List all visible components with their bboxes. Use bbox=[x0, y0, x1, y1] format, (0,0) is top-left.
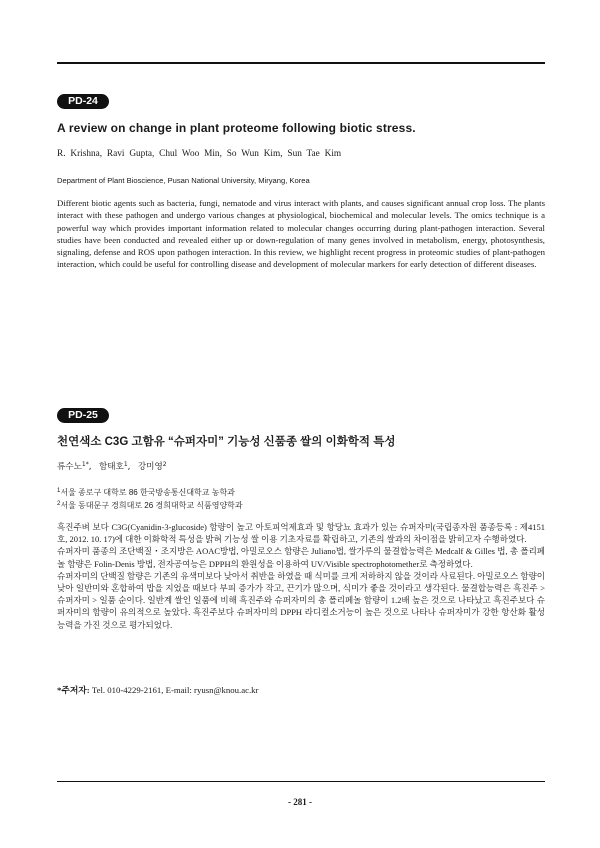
author-sup: 1* bbox=[81, 461, 89, 468]
pd25-affiliation-1 bbox=[57, 487, 547, 498]
author-sup: 2 bbox=[162, 461, 167, 468]
pd24-affiliation: Department of Plant Bioscience, Pusan National University, Miryang, Korea bbox=[57, 176, 310, 185]
abstract-paragraph: 흑진주벼 보다 C3G(Cyanidin-3-glucoside) 함량이 높고 아토피억제효과 및 항당뇨 효과가 있는 슈퍼자미(국립종자원 품종등록 : 제4151호, 2012. 10. 17)에 대한 이화학적 특성을 밝혀 기능성 쌀 이용 기초자료를 확립하고, 기존의 쌀과의 차이점을 밝히고자 수행하였다. bbox=[57, 522, 545, 545]
pd24-abstract: Different biotic agents such as bacteria, fungi, nematode and virus interact with plants, and causes significant annual crop loss. The plants interact with these pathogen and undergo various changes at physiological, biochemical and molecular levels. The omics technique is a powerful way which provides important information related to molecular changes occurring during plant-pathogen interaction. Several studies have been conducted and revealed either up or down-regulation of many genes involved in metabolism, energy, photosynthesis, signaling, defense and ROS upon pathogen interaction. In this review, we highlight recent progress in proteomic studies of plant-pathogen interaction, which could be useful for controlling disease and development of molecular markers for early detection of different diseases. bbox=[57, 198, 545, 270]
author-name: 함태호 bbox=[98, 462, 124, 472]
affil-sup: 2 bbox=[57, 501, 61, 507]
pd24-title: A review on change in plant proteome following biotic stress. bbox=[57, 121, 416, 135]
pd25-corresponding bbox=[57, 683, 547, 696]
pd25-title: 천연색소 C3G 고함유 “슈퍼자미” 기능성 신품종 쌀의 이화학적 특성 bbox=[57, 436, 396, 448]
bottom-rule bbox=[57, 781, 545, 782]
pd25-badge: PD-25 bbox=[57, 408, 109, 423]
author-name: 강미영 bbox=[137, 462, 163, 472]
affil-text: 서울 종로구 대학로 86 한국방송통신대학교 농학과 bbox=[60, 488, 235, 497]
abstract-paragraph: 슈퍼자미의 단백질 함량은 기존의 유색미보다 낮아서 취반을 하였을 때 식미를 크게 저하하지 않을 것이라 사료된다. 아밀로오스 함량이 낮아 일반미와 혼합하여 밥을 지었을 때보다 부피 증가가 작고, 끈기가 많으며, 식미가 좋을 것이라고 생각된다. 물결합능력은 흑진주 > 슈퍼자미 > 일품 순이다. 일반계 쌀인 일품에 비해 흑진주와 슈퍼자미의 총 폴리페놀 함량이 1.2배 높은 것으로 나타났고 흑진주보다 슈퍼자미의 함량이 유의적으로 높았다. 흑진주보다 슈퍼자미의 DPPH 라디컬소거능이 높은 것으로 나타나 슈퍼자미가 강한 항산화 활성 능력을 가진 것으로 평가되었다. bbox=[57, 570, 545, 630]
top-rule bbox=[57, 62, 545, 64]
abstract-paragraph: 슈퍼자미 품종의 조단백질・조지방은 AOAC방법, 아밀로오스 함량은 Juliano법, 쌀가루의 물결합능력은 Medcalf & Gilles 법, 총 폴리페놀 함량은 Folin-Denis 방법, 전자공여능은 DPPH의 환원성을 이용하여 UV/Visible spectrophotomether로 측정하였다. bbox=[57, 546, 545, 569]
affil-sup: 1 bbox=[57, 488, 61, 494]
affil-text: 서울 동대문구 경희대로 26 경희대학교 식품영양학과 bbox=[60, 501, 243, 510]
pd25-affiliation-2 bbox=[57, 500, 547, 511]
pd25-abstract bbox=[57, 521, 545, 631]
author-name: 류수노 bbox=[57, 462, 82, 472]
corresponding-label: *주저자: bbox=[57, 685, 90, 695]
pd24-authors: R. Krishna, Ravi Gupta, Chul Woo Min, So Wun Kim, Sun Tae Kim bbox=[57, 149, 342, 159]
corresponding-contact: Tel. 010-4229-2161, E-mail: ryusn@knou.ac.kr bbox=[91, 685, 259, 695]
pd25-authors: 류수노$^{1*}$, 함태호$^1$, 강미영$^2$ bbox=[57, 461, 167, 472]
page-number: - 281 - bbox=[288, 797, 312, 807]
author-sup: 1 bbox=[123, 461, 128, 468]
pd24-badge: PD-24 bbox=[57, 94, 109, 109]
